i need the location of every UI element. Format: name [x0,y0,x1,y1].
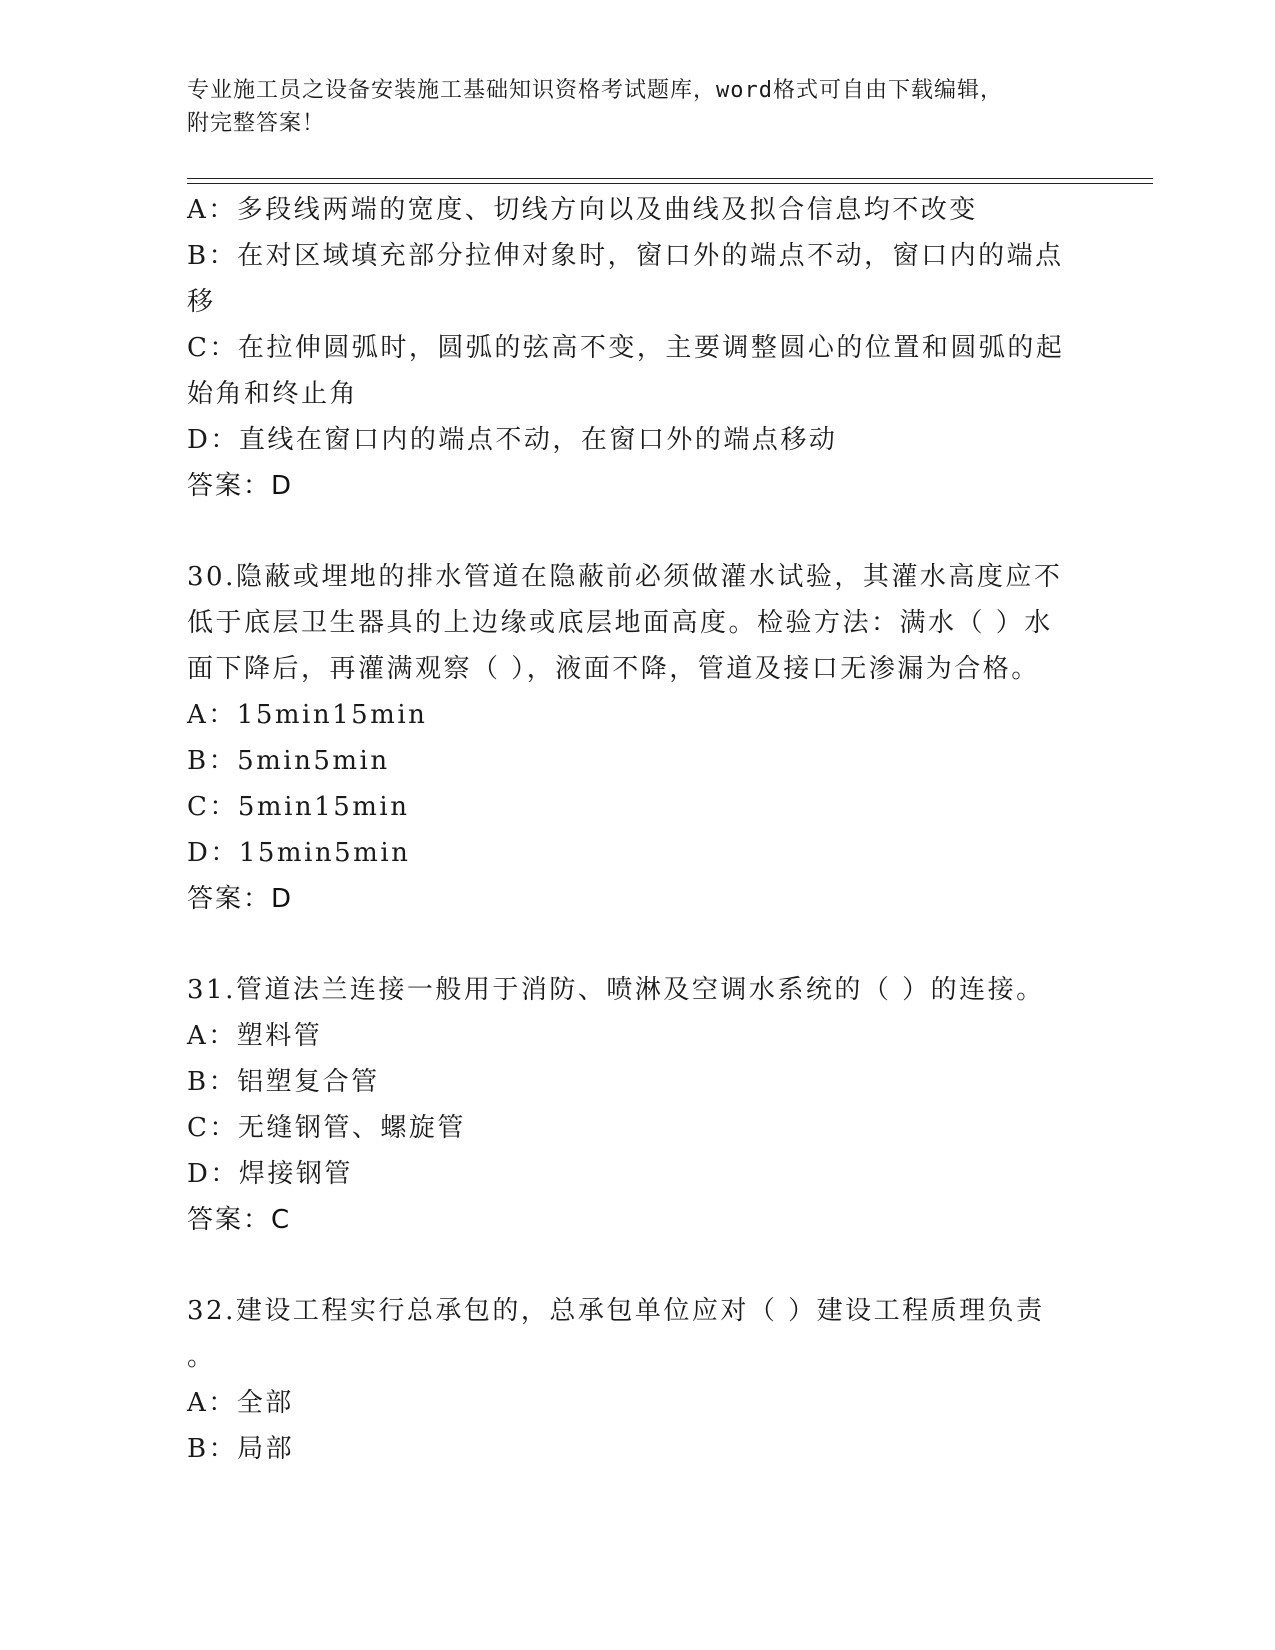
question-text-line: 。 [187,1342,216,1372]
question-block [187,554,1087,922]
header-line-2: 附完整答案！ [187,111,326,136]
question-text-line: C：5min15min [187,792,410,822]
header-line-1: 专业施工员之设备安装施工基础知识资格考试题库，word格式可自由下载编辑， [187,78,1003,103]
question-text-line: A：全部 [187,1388,294,1418]
question-text-line: 低于底层卫生器具的上边缘或底层地面高度。检验方法：满水（ ）水 [187,608,1053,638]
question-text-line: 32.建设工程实行总承包的，总承包单位应对（ ）建设工程质理负责 [187,1296,1045,1326]
question-text-line: 始角和终止角 [187,379,359,409]
question-text-line: A：多段线两端的宽度、切线方向以及曲线及拟合信息均不改变 [187,195,978,225]
answer-line: 答案：D [187,884,294,914]
question-text-line: D：15min5min [187,838,411,868]
header-divider-top [187,178,1153,179]
block-spacer [187,922,1087,967]
question-text-line: B：在对区域填充部分拉伸对象时，窗口外的端点不动，窗口内的端点 [187,241,1064,271]
block-spacer [187,509,1087,554]
question-list [187,187,1087,1472]
question-text-line: B：局部 [187,1434,295,1464]
question-text-line: D：直线在窗口内的端点不动，在窗口外的端点移动 [187,425,838,455]
question-text-line: 31.管道法兰连接一般用于消防、喷淋及空调水系统的（ ）的连接。 [187,975,1045,1005]
answer-line: 答案：D [187,471,294,501]
question-block [187,1288,1087,1472]
answer-line: 答案：C [187,1205,292,1235]
question-text-line: C：无缝钢管、螺旋管 [187,1113,466,1143]
question-text-line: 30.隐蔽或埋地的排水管道在隐蔽前必须做灌水试验，其灌水高度应不 [187,562,1063,592]
question-text-line: D：焊接钢管 [187,1159,353,1189]
question-block [187,967,1087,1243]
question-text-line: B：5min5min [187,746,390,776]
question-text-line: A：塑料管 [187,1021,323,1051]
question-text-line: B：铝塑复合管 [187,1067,380,1097]
question-text-line: A：15min15min [187,700,428,730]
question-text-line: C：在拉伸圆弧时，圆弧的弦高不变，主要调整圆心的位置和圆弧的起 [187,333,1065,363]
question-text-line: 面下降后，再灌满观察（ ），液面不降，管道及接口无渗漏为合格。 [187,654,1040,684]
document-header [187,74,1087,140]
question-text-line: 移 [187,287,216,317]
header-divider-bottom [187,183,1153,184]
block-spacer [187,1243,1087,1288]
question-block [187,187,1087,509]
